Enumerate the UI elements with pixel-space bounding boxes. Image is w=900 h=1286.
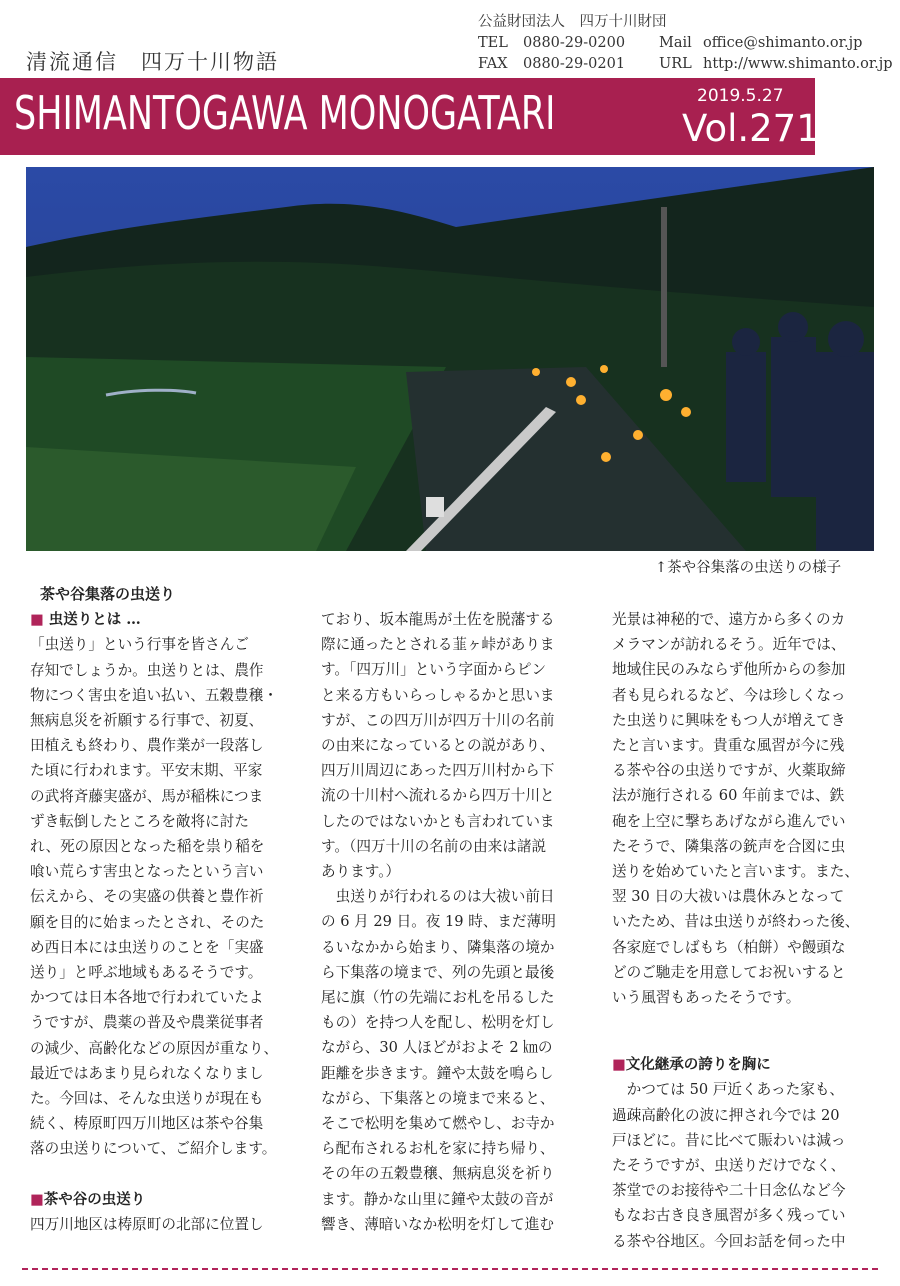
- section-heading-2-text: 茶や谷の虫送り: [43, 1190, 146, 1208]
- paragraph-line: そこで松明を集めて燃やし、お寺か: [321, 1115, 555, 1133]
- paragraph-line: もの）を持つ人を配し、松明を灯し: [321, 1014, 555, 1032]
- paragraph-line: の 6 月 29 日。夜 19 時、まだ薄明: [321, 913, 556, 931]
- paragraph-line: ら下集落の境まで、列の先頭と最後: [321, 963, 555, 981]
- paragraph-line: 喰い荒らす害虫となったという言い: [30, 863, 264, 881]
- paragraph-line: どのご馳走を用意してお祝いすると: [612, 963, 846, 981]
- paragraph-line: 落の虫送りについて、ご紹介します。: [30, 1140, 277, 1158]
- paragraph-line: 田植えも終わり、農作業が一段落し: [30, 737, 264, 755]
- square-bullet-icon: ■: [30, 1190, 44, 1208]
- paragraph-line: 響き、薄暗いなか松明を灯して進む: [321, 1215, 554, 1233]
- article-column-3: [612, 607, 880, 1254]
- photo-illustration: [26, 167, 874, 551]
- title-banner: [0, 78, 820, 155]
- paragraph-line: す。（四万十川の名前の由来は諸説: [321, 837, 547, 855]
- spacer: [612, 1010, 880, 1052]
- paragraph-line: 最近ではあまり見られなくなりまし: [30, 1064, 264, 1082]
- paragraph-line: 光景は神秘的で、遠方から多くのカ: [612, 611, 846, 628]
- paragraph-line: の減少、高齢化などの原因が重なり、: [30, 1039, 279, 1057]
- org-name: 公益財団法人 四万十川財団: [478, 14, 667, 30]
- paragraph-line: もなお古き良き風習が多く残ってい: [612, 1207, 846, 1225]
- section-heading-3-text: 文化継承の誇りを胸に: [625, 1056, 771, 1074]
- paragraph-line: 送り」と呼ぶ地域もあるそうです。: [30, 964, 263, 982]
- paragraph-line: すが、この四万川が四万十川の名前: [321, 711, 555, 729]
- paragraph-line: 地域住民のみならず他所からの参加: [612, 661, 846, 679]
- paragraph-line: たそうで、隣集落の銃声を合図に虫: [612, 837, 846, 855]
- section-heading-1: [30, 607, 298, 632]
- paragraph-line: ずき転倒したところを敵将に討た: [30, 812, 249, 830]
- paragraph-line: 送りを始めていたと言います。また、: [612, 863, 859, 881]
- paragraph-line: メラマンが訪れるそう。近年では、: [612, 636, 846, 654]
- photo-caption: ↑茶や谷集落の虫送りの様子: [655, 560, 842, 576]
- paragraph-line: 翌 30 日の大祓いは農休みとなって: [612, 888, 845, 906]
- paragraph-line: る茶や谷地区。今回お話を伺った中: [612, 1232, 846, 1250]
- square-bullet-icon: ■: [30, 611, 49, 629]
- paragraph-line: 際に通ったとされる韮ヶ峠がありま: [321, 636, 555, 654]
- paragraph-line: かつては 50 戸近くあった家も、: [612, 1081, 845, 1099]
- paragraph-line: 伝えから、その実盛の供養と豊作祈: [30, 888, 264, 906]
- article-column-2: [321, 607, 589, 1237]
- paragraph-line: た。今回は、そんな虫送りが現在も: [30, 1090, 264, 1108]
- section-heading-2: [30, 1187, 298, 1212]
- paragraph-line: れ、死の原因となった稲を祟り稲を: [30, 838, 265, 856]
- paragraph-line: 四万川周辺にあった四万川村から下: [321, 762, 555, 780]
- paragraph-line: たそうですが、虫送りだけでなく、: [612, 1157, 846, 1175]
- square-bullet-icon: ■: [612, 1056, 626, 1074]
- paragraph-line: かつては日本各地で行われていたよ: [30, 989, 264, 1007]
- article-column-1: [30, 582, 298, 1237]
- section-heading-1-text: 虫送りとは …: [48, 611, 141, 629]
- paragraph-line: 存知でしょうか。虫送りとは、農作: [30, 661, 264, 679]
- paragraph-line: 虫送りが行われるのは大祓い前日: [321, 888, 555, 906]
- paragraph-line: め西日本には虫送りのことを「実盛: [30, 938, 264, 956]
- paragraph-line: た頃に行われます。平安末期、平家: [30, 762, 263, 780]
- paragraph-line: あります。）: [321, 863, 401, 881]
- paragraph-line: 砲を上空に撃ちあげながら進んでい: [612, 812, 846, 830]
- paragraph-line: 戸ほどに。昔に比べて賑わいは減っ: [612, 1131, 846, 1149]
- paragraph-line: 願を目的に始まったとされ、そのた: [30, 913, 265, 931]
- section-heading-3: [612, 1052, 880, 1077]
- paragraph-line: の由来になっているとの説があり、: [321, 737, 555, 755]
- paragraph-line: 「虫送り」という行事を皆さんご: [30, 636, 249, 654]
- fax-label: FAX: [478, 56, 508, 72]
- paragraph-line: 法が施行される 60 年前までは、鉄: [612, 787, 845, 805]
- paragraph-line: 続く、梼原町四万川地区は茶や谷集: [30, 1115, 264, 1133]
- tel-label: TEL: [478, 35, 508, 51]
- url-label: URL: [659, 56, 692, 72]
- paragraph-line: 無病息災を祈願する行事で、初夏、: [30, 712, 264, 730]
- paragraph-line: 四万川地区は梼原町の北部に位置し: [30, 1215, 264, 1233]
- paragraph-line: ており、坂本龍馬が土佐を脱藩する: [321, 611, 555, 628]
- spacer: [30, 1162, 298, 1187]
- newsletter-title: SHIMANTOGAWA MONOGATARI: [14, 86, 556, 140]
- mail-label: Mail: [659, 35, 692, 51]
- brand-japanese-title: 清流通信 四万十川物語: [26, 50, 279, 74]
- tel-number: 0880-29-0200: [523, 35, 626, 51]
- paragraph-line: 物につく害虫を追い払い、五穀豊穣・: [30, 686, 278, 704]
- issue-date: 2019.5.27: [697, 86, 784, 106]
- paragraph-line: す。「四万川」という字面からピン: [321, 661, 547, 679]
- paragraph-line: ら配布されるお札を家に持ち帰り、: [321, 1140, 555, 1158]
- paragraph-line: 茶堂でのお接待や二十日念仏など今: [612, 1182, 846, 1200]
- paragraph-line: の武将斉藤実盛が、馬が稲株につま: [30, 787, 264, 805]
- paragraph-line: た虫送りに興味をもつ人が増えてき: [612, 711, 846, 729]
- paragraph-line: 尾に旗（竹の先端にお札を吊るした: [321, 989, 555, 1007]
- mail-address[interactable]: office@shimanto.or.jp: [703, 35, 863, 51]
- paragraph-line: たと言います。貴重な風習が今に残: [612, 737, 845, 755]
- paragraph-line: したのではないかとも言われていま: [321, 812, 555, 830]
- paragraph-line: る茶や谷の虫送りですが、火薬取締: [612, 762, 846, 780]
- paragraph-line: 各家庭でしばもち（柏餅）や饅頭な: [612, 938, 846, 956]
- paragraph-line: うですが、農薬の普及や農業従事者: [30, 1014, 264, 1032]
- organization-contact: [478, 12, 893, 75]
- paragraph-line: いう風習もあったそうです。: [612, 989, 801, 1007]
- paragraph-line: 距離を歩きます。鐘や太鼓を鳴らし: [321, 1064, 554, 1082]
- paragraph-line: その年の五穀豊穣、無病息災を祈り: [321, 1165, 555, 1183]
- paragraph-line: と来る方もいらっしゃるかと思いま: [321, 686, 555, 704]
- paragraph-line: 流の十川村へ流れるから四万十川と: [321, 787, 555, 805]
- paragraph-line: ながら、下集落との境まで来ると、: [321, 1089, 555, 1107]
- fax-number: 0880-29-0201: [523, 56, 626, 72]
- paragraph-line: ながら、30 人ほどがおよそ 2 ㎞の: [321, 1039, 553, 1057]
- paragraph-line: るいなかから始まり、隣集落の境か: [321, 938, 555, 956]
- dashed-divider: [22, 1268, 878, 1270]
- issue-volume: Vol.271: [682, 107, 820, 150]
- paragraph-line: 過疎高齢化の波に押され今では 20: [612, 1106, 840, 1124]
- article-title: 茶や谷集落の虫送り: [40, 585, 176, 603]
- paragraph-line: ます。静かな山里に鐘や太鼓の音が: [321, 1190, 554, 1208]
- mushi-okuri-photo: [26, 167, 874, 551]
- paragraph-line: 者も見られるなど、今は珍しくなっ: [612, 686, 846, 704]
- website-link[interactable]: http://www.shimanto.or.jp: [703, 56, 893, 72]
- paragraph-line: いたため、昔は虫送りが終わった後、: [612, 913, 860, 931]
